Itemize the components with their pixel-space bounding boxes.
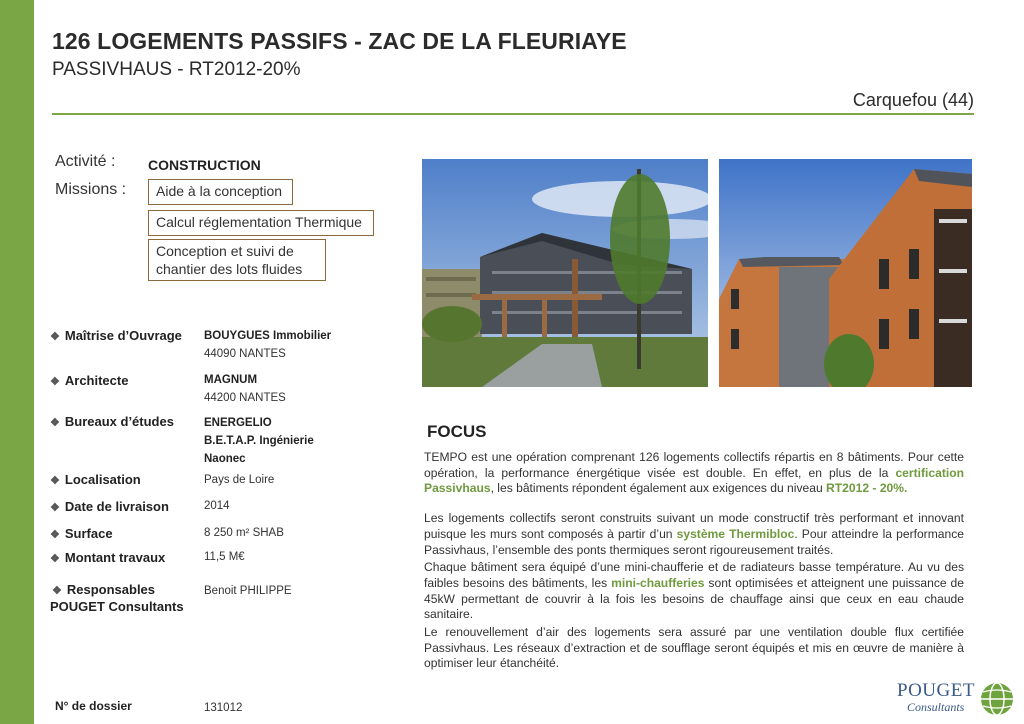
localisation-label: ❖ Localisation — [50, 472, 141, 487]
livraison-value: 2014 — [204, 500, 230, 512]
focus-paragraph: TEMPO est une opération comprenant 126 logements collectifs répartis en 8 bâtiments. Pour cette opération, la performance énergétique visée est double. En effet, en plus de la certification Passivhaus, les bâtiments répondent également aux exigences du niveau RT2012 - 20%. — [424, 450, 964, 496]
activity-value: CONSTRUCTION — [148, 157, 261, 173]
focus-paragraph: Les logements collectifs seront construits suivant un mode constructif très performant et innovant puisque les murs sont composés à partir d’un système Thermibloc. Pour atteindre la performance Passivhaus, l’ensemble des ponts thermiques seront rigoureusement traités. — [424, 511, 965, 557]
diamond-bullet-icon: ❖ — [50, 331, 60, 343]
dossier-value: 131012 — [204, 702, 243, 714]
pouget-logo: POUGET Consultants — [897, 680, 1019, 720]
diamond-bullet-icon: ❖ — [50, 529, 60, 541]
page-title: 126 LOGEMENTS PASSIFS - ZAC DE LA FLEURIAYE — [52, 28, 627, 54]
montant-value: 11,5 M€ — [204, 551, 245, 563]
location-label: Carquefou (44) — [852, 90, 974, 110]
responsables-value: Benoit PHILIPPE — [204, 585, 292, 597]
focus-paragraph: Le renouvellement d’air des logements sera assuré par une ventilation double flux certifiée Passivhaus. Les réseaux d’extraction et de soufflage seront équipés et mis en œuvre de manière à optimiser leur étanchéité. — [424, 625, 964, 671]
mission-item: Conception et suivi de chantier des lots fluides — [148, 239, 326, 281]
diamond-bullet-icon: ❖ — [50, 502, 60, 514]
green-sidebar — [0, 0, 34, 724]
maitrise-value: BOUYGUES Immobilier 44090 NANTES — [204, 330, 332, 360]
focus-text — [424, 450, 964, 672]
architecte-value: MAGNUM 44200 NANTES — [204, 374, 286, 404]
surface-value: 8 250 m² SHAB — [204, 527, 284, 539]
localisation-value: Pays de Loire — [204, 474, 275, 486]
diamond-bullet-icon: ❖ — [50, 417, 60, 429]
surface-label: ❖ Surface — [50, 526, 113, 541]
dossier-label: N° de dossier — [55, 699, 132, 713]
maitrise-label: ❖ Maîtrise d’Ouvrage — [50, 328, 182, 343]
globe-icon — [979, 681, 1015, 717]
diamond-bullet-icon: ❖ — [50, 475, 60, 487]
diamond-bullet-icon: ❖ — [52, 585, 62, 597]
livraison-label: ❖ Date de livraison — [50, 499, 169, 514]
bureaux-value: ENERGELIO B.E.T.A.P. Ingénierie Naonec — [204, 417, 314, 465]
mission-item: Aide à la conception — [148, 179, 293, 205]
architecte-label: ❖ Architecte — [50, 373, 129, 388]
responsables-label: ❖ Responsables POUGET Consultants — [50, 582, 184, 614]
focus-title: FOCUS — [427, 422, 487, 441]
building-photo-timber — [719, 159, 972, 387]
diamond-bullet-icon: ❖ — [50, 376, 60, 388]
bureaux-label: ❖ Bureaux d’études — [50, 414, 174, 429]
focus-paragraph: Chaque bâtiment sera équipé d’une mini-chaufferie et de radiateurs basse température. Au vu des faibles besoins des bâtiments, les mini-chaufferies sont optimisées et atteignent une puissance de 45kW permettant de couvrir à la fois les besoins de chauffage ainsi que ceux en eau chaude sanitaire. — [424, 560, 964, 622]
building-photo-courtyard — [422, 159, 708, 387]
activity-label: Activité : — [55, 153, 116, 170]
page-subtitle: PASSIVHAUS - RT2012-20% — [52, 59, 301, 80]
montant-label: ❖ Montant travaux — [50, 550, 166, 565]
header-divider — [52, 113, 974, 115]
mission-item: Calcul réglementation Thermique — [148, 210, 374, 236]
missions-label: Missions : — [55, 181, 127, 198]
diamond-bullet-icon: ❖ — [50, 553, 60, 565]
